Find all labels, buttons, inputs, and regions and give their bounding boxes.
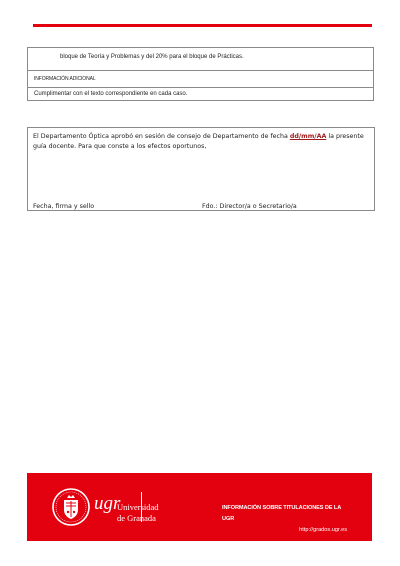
university-name — [117, 502, 197, 524]
signatory-label: Fdo.: Director/a o Secretario/a — [202, 203, 297, 210]
approval-statement — [33, 132, 369, 152]
approval-date-placeholder: dd/mm/AA — [289, 133, 327, 140]
degree-info-block — [222, 503, 352, 536]
additional-info-heading: INFORMACIÓN ADICIONAL — [34, 76, 96, 82]
university-name-line1: Universidad — [117, 502, 159, 512]
university-name-line2: de Granada — [117, 513, 156, 523]
approval-text-start: El Departamento Óptica aprobó en sesión de consejo de Departamento de fecha — [33, 133, 290, 140]
ugr-logo-text: ugr — [94, 493, 121, 514]
instruction-text: Cumplimentar con el texto correspondiente en cada caso. — [34, 91, 188, 97]
date-signature-label: Fecha, firma y sello — [33, 203, 95, 210]
instruction-row — [28, 88, 373, 101]
approval-text-end: la presente guía docente. Para que conste a los efectos oportunos, — [33, 133, 364, 150]
additional-info-table — [27, 47, 374, 101]
department-approval-box — [27, 127, 375, 211]
evaluation-continuation-row — [28, 48, 373, 71]
additional-info-heading-row — [28, 71, 373, 88]
degree-info-url[interactable]: http://grados.ugr.es — [299, 527, 347, 533]
header-red-rule — [33, 24, 372, 27]
university-seal-icon — [51, 487, 91, 527]
footer-banner — [27, 473, 372, 541]
evaluation-continuation-text: bloque de Teoría y Problemas y del 20% para el bloque de Prácticas. — [60, 54, 244, 60]
degree-info-title: INFORMACIÓN SOBRE TITULACIONES DE LA UGR — [222, 505, 341, 522]
